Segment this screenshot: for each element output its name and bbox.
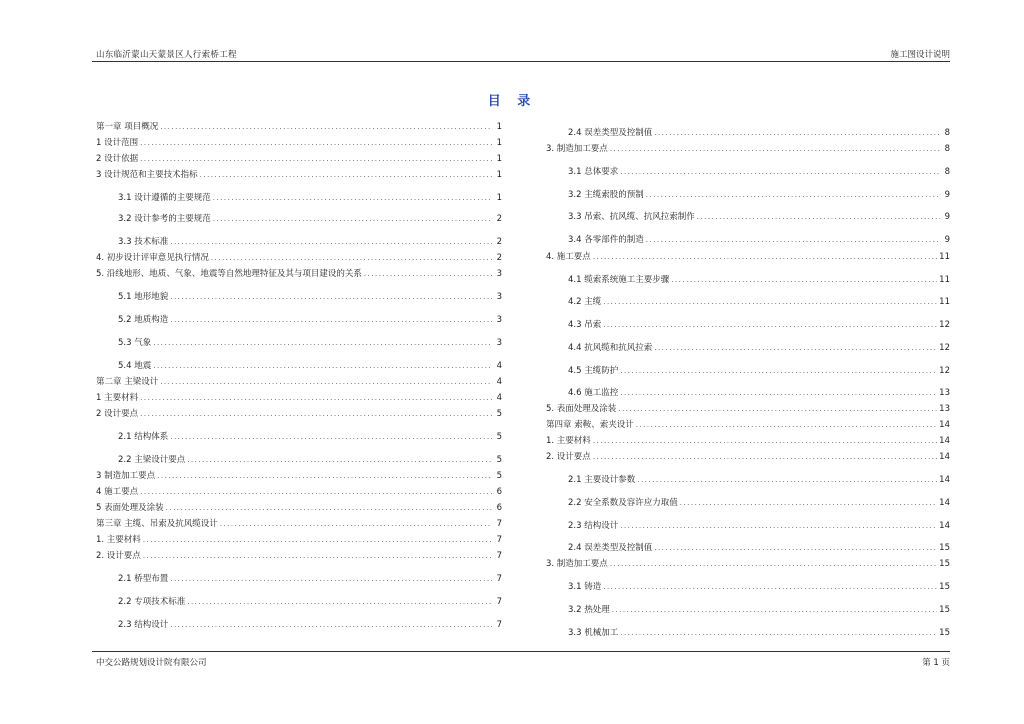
toc-leader-dots — [153, 361, 492, 372]
toc-entry-page: 2 — [496, 214, 502, 224]
footer-divider — [92, 651, 950, 652]
toc-entry[interactable] — [96, 253, 502, 264]
toc-entry[interactable] — [546, 628, 950, 639]
toc-entry[interactable] — [546, 475, 950, 486]
toc-leader-dots — [140, 487, 492, 498]
toc-entry[interactable] — [96, 597, 502, 608]
toc-leader-dots — [200, 170, 492, 181]
toc-leader-dots — [636, 420, 937, 431]
toc-entry-label: 2.1 主要设计参数 — [568, 475, 636, 485]
toc-leader-dots — [187, 597, 492, 608]
toc-entry[interactable] — [546, 582, 950, 593]
toc-entry-page: 15 — [939, 582, 950, 592]
toc-entry[interactable] — [546, 521, 950, 532]
toc-entry-label: 4. 初步设计评审意见执行情况 — [96, 253, 209, 263]
toc-entry[interactable] — [96, 574, 502, 585]
toc-leader-dots — [170, 574, 492, 585]
toc-entry-label: 5.4 地震 — [118, 361, 152, 371]
toc-entry[interactable] — [96, 138, 502, 149]
toc-leader-dots — [213, 193, 492, 204]
toc-leader-dots — [603, 320, 937, 331]
toc-entry[interactable] — [96, 519, 502, 530]
toc-entry-label: 3.3 技术标准 — [118, 237, 169, 247]
toc-entry-page: 3 — [496, 269, 502, 279]
toc-entry[interactable] — [96, 471, 502, 482]
toc-leader-dots — [166, 503, 492, 514]
toc-leader-dots — [170, 237, 492, 248]
toc-entry-page: 2 — [496, 253, 502, 263]
toc-entry-page: 13 — [939, 404, 950, 414]
toc-entry-label: 2.2 专项技术标准 — [118, 597, 186, 607]
toc-entry[interactable] — [546, 144, 950, 155]
toc-entry-page: 6 — [496, 487, 502, 497]
toc-entry-label: 3 设计规范和主要技术指标 — [96, 170, 198, 180]
toc-entry-label: 1. 主要材料 — [546, 436, 591, 446]
toc-entry[interactable] — [96, 193, 502, 204]
toc-entry-label: 1. 主要材料 — [96, 535, 141, 545]
toc-entry-page: 7 — [496, 535, 502, 545]
toc-entry-page: 1 — [496, 193, 502, 203]
toc-entry[interactable] — [96, 409, 502, 420]
toc-leader-dots — [654, 543, 937, 554]
toc-entry-label: 第三章 主缆、吊索及抗风缆设计 — [96, 519, 218, 529]
toc-entry[interactable] — [546, 559, 950, 570]
toc-leader-dots — [140, 409, 492, 420]
toc-leader-dots — [140, 138, 492, 149]
toc-leader-dots — [646, 235, 940, 246]
toc-entry[interactable] — [96, 432, 502, 443]
toc-entry[interactable] — [96, 551, 502, 562]
toc-entry[interactable] — [546, 452, 950, 463]
toc-entry-label: 4.6 施工监控 — [568, 388, 619, 398]
toc-leader-dots — [620, 628, 937, 639]
toc-entry[interactable] — [96, 338, 502, 349]
toc-leader-dots — [620, 366, 937, 377]
toc-entry-page: 7 — [496, 620, 502, 630]
toc-entry-label: 第一章 项目概况 — [96, 122, 159, 132]
toc-leader-dots — [654, 128, 940, 139]
toc-entry[interactable] — [546, 404, 950, 415]
toc-entry-page: 12 — [939, 366, 950, 376]
toc-leader-dots — [187, 455, 492, 466]
toc-leader-dots — [364, 269, 492, 280]
toc-entry[interactable] — [546, 212, 950, 223]
toc-entry-label: 1 设计范围 — [96, 138, 139, 148]
toc-entry[interactable] — [96, 393, 502, 404]
toc-leader-dots — [140, 393, 492, 404]
header-divider — [92, 61, 950, 62]
toc-entry-label: 3.3 吊索、抗风缆、抗风拉索制作 — [568, 212, 695, 222]
toc-entry-page: 6 — [496, 503, 502, 513]
toc-entry-label: 2.4 误差类型及控制值 — [568, 543, 653, 553]
toc-entry-page: 15 — [939, 559, 950, 569]
toc-entry-page: 14 — [939, 498, 950, 508]
toc-leader-dots — [654, 343, 937, 354]
toc-entry[interactable] — [96, 269, 502, 280]
toc-entry-page: 11 — [939, 297, 950, 307]
toc-leader-dots — [618, 404, 937, 415]
toc-entry-label: 3.2 设计参考的主要规范 — [118, 214, 211, 224]
toc-leader-dots — [211, 253, 492, 264]
toc-leader-dots — [610, 144, 940, 155]
toc-entry-label: 5.1 地形地貌 — [118, 292, 169, 302]
toc-entry-page: 13 — [939, 388, 950, 398]
toc-entry[interactable] — [96, 237, 502, 248]
toc-entry-label: 5.3 气象 — [118, 338, 152, 348]
toc-leader-dots — [671, 275, 937, 286]
toc-title: 目 录 — [487, 94, 537, 109]
toc-entry-page: 1 — [496, 170, 502, 180]
toc-entry-label: 2 设计要点 — [96, 409, 139, 419]
toc-entry-label: 3. 制造加工要点 — [546, 559, 608, 569]
toc-leader-dots — [160, 122, 492, 133]
toc-entry-page: 7 — [496, 551, 502, 561]
toc-entry-label: 第四章 索鞍、索夹设计 — [546, 420, 634, 430]
toc-entry[interactable] — [546, 498, 950, 509]
toc-entry[interactable] — [96, 315, 502, 326]
toc-entry-page: 7 — [496, 597, 502, 607]
toc-entry-label: 第二章 主梁设计 — [96, 377, 159, 387]
toc-entry-label: 3 制造加工要点 — [96, 471, 156, 481]
toc-entry[interactable] — [546, 366, 950, 377]
toc-entry-page: 1 — [496, 154, 502, 164]
toc-entry[interactable] — [546, 275, 950, 286]
toc-entry-label: 3. 制造加工要点 — [546, 144, 608, 154]
toc-entry-label: 3.1 铸造 — [568, 582, 602, 592]
toc-leader-dots — [593, 436, 937, 447]
toc-entry[interactable] — [546, 543, 950, 554]
toc-entry-page: 5 — [496, 432, 502, 442]
toc-leader-dots — [160, 377, 492, 388]
toc-entry[interactable] — [96, 361, 502, 372]
toc-leader-dots — [140, 154, 492, 165]
toc-entry-label: 2.3 结构设计 — [118, 620, 169, 630]
toc-leader-dots — [697, 212, 940, 223]
toc-entry-label: 2.1 桥型布置 — [118, 574, 169, 584]
toc-leader-dots — [143, 551, 492, 562]
toc-leader-dots — [637, 475, 937, 486]
toc-entry-page: 14 — [939, 420, 950, 430]
toc-entry[interactable] — [546, 128, 950, 139]
toc-entry-page: 1 — [496, 122, 502, 132]
toc-entry-page: 9 — [944, 212, 950, 222]
header-project-title: 山东临沂蒙山天蒙景区人行索桥工程 — [96, 50, 237, 60]
toc-entry-label: 2.1 结构体系 — [118, 432, 169, 442]
toc-entry-label: 5. 表面处理及涂装 — [546, 404, 617, 414]
toc-leader-dots — [612, 605, 937, 616]
toc-entry-label: 2 设计依据 — [96, 154, 139, 164]
footer-page-number: 第 1 页 — [922, 658, 950, 668]
toc-entry-label: 2.3 结构设计 — [568, 521, 619, 531]
toc-leader-dots — [646, 190, 940, 201]
toc-leader-dots — [593, 252, 937, 263]
toc-entry-label: 3.1 总体要求 — [568, 167, 619, 177]
toc-leader-dots — [157, 471, 492, 482]
toc-entry-label: 5 表面处理及涂装 — [96, 503, 164, 513]
toc-entry-label: 4 施工要点 — [96, 487, 139, 497]
toc-entry[interactable] — [546, 190, 950, 201]
header-doc-type: 施工图设计说明 — [890, 50, 950, 60]
toc-entry-page: 12 — [939, 343, 950, 353]
toc-entry-page: 3 — [496, 338, 502, 348]
toc-entry-label: 5. 沿线地形、地质、气象、地震等自然地理特征及其与项目建设的关系 — [96, 269, 362, 279]
toc-entry[interactable] — [96, 214, 502, 225]
toc-entry[interactable] — [546, 252, 950, 263]
toc-entry-page: 4 — [496, 377, 502, 387]
toc-entry[interactable] — [546, 235, 950, 246]
toc-entry-page: 12 — [939, 320, 950, 330]
toc-leader-dots — [143, 535, 492, 546]
toc-entry-label: 1 主要材料 — [96, 393, 139, 403]
toc-leader-dots — [610, 559, 937, 570]
toc-entry-page: 15 — [939, 605, 950, 615]
toc-entry[interactable] — [96, 377, 502, 388]
toc-entry-page: 9 — [944, 235, 950, 245]
toc-leader-dots — [170, 315, 492, 326]
toc-leader-dots — [620, 521, 937, 532]
toc-entry[interactable] — [96, 620, 502, 631]
toc-entry-page: 1 — [496, 138, 502, 148]
toc-leader-dots — [220, 519, 492, 530]
toc-entry[interactable] — [546, 320, 950, 331]
toc-leader-dots — [170, 432, 492, 443]
toc-entry[interactable] — [96, 170, 502, 181]
toc-entry[interactable] — [96, 154, 502, 165]
toc-leader-dots — [620, 167, 940, 178]
toc-entry-label: 3.2 主缆索股的预制 — [568, 190, 644, 200]
toc-entry-label: 2. 设计要点 — [546, 452, 591, 462]
toc-entry-page: 4 — [496, 393, 502, 403]
toc-entry-page: 8 — [944, 128, 950, 138]
toc-entry-label: 2. 设计要点 — [96, 551, 141, 561]
toc-entry-label: 3.2 热处理 — [568, 605, 610, 615]
toc-entry[interactable] — [96, 487, 502, 498]
toc-entry-label: 3.3 机械加工 — [568, 628, 619, 638]
toc-leader-dots — [680, 498, 937, 509]
toc-entry-label: 3.4 各零部件的制造 — [568, 235, 644, 245]
toc-leader-dots — [170, 620, 492, 631]
toc-entry-page: 7 — [496, 574, 502, 584]
toc-entry-page: 2 — [496, 237, 502, 247]
toc-entry-label: 3.1 设计遵循的主要规范 — [118, 193, 211, 203]
toc-entry-page: 14 — [939, 475, 950, 485]
toc-entry[interactable] — [96, 292, 502, 303]
toc-entry-label: 4.5 主缆防护 — [568, 366, 619, 376]
toc-leader-dots — [213, 214, 492, 225]
toc-entry-label: 4.1 缆索系统施工主要步骤 — [568, 275, 670, 285]
toc-entry-page: 5 — [496, 409, 502, 419]
toc-leader-dots — [603, 582, 937, 593]
toc-entry-page: 15 — [939, 628, 950, 638]
toc-entry-page: 11 — [939, 275, 950, 285]
toc-entry-page: 5 — [496, 455, 502, 465]
toc-entry-label: 2.2 主梁设计要点 — [118, 455, 186, 465]
toc-entry-page: 14 — [939, 521, 950, 531]
toc-entry-label: 2.2 安全系数及容许应力取值 — [568, 498, 678, 508]
toc-entry[interactable] — [96, 455, 502, 466]
toc-entry-page: 8 — [944, 167, 950, 177]
toc-entry-page: 11 — [939, 252, 950, 262]
toc-entry[interactable] — [96, 503, 502, 514]
toc-entry-page: 9 — [944, 190, 950, 200]
toc-entry[interactable] — [546, 436, 950, 447]
toc-leader-dots — [170, 292, 492, 303]
toc-leader-dots — [620, 388, 937, 399]
toc-entry[interactable] — [546, 388, 950, 399]
toc-entry[interactable] — [96, 535, 502, 546]
toc-leader-dots — [153, 338, 492, 349]
toc-entry-label: 5.2 地质构造 — [118, 315, 169, 325]
toc-entry-page: 5 — [496, 471, 502, 481]
toc-entry-page: 7 — [496, 519, 502, 529]
toc-entry-label: 4. 施工要点 — [546, 252, 591, 262]
toc-entry-label: 4.4 抗风缆和抗风拉索 — [568, 343, 653, 353]
toc-entry[interactable] — [546, 605, 950, 616]
toc-entry-page: 3 — [496, 292, 502, 302]
toc-entry[interactable] — [546, 343, 950, 354]
toc-entry-page: 15 — [939, 543, 950, 553]
footer-company: 中交公路规划设计院有限公司 — [96, 658, 207, 668]
toc-entry-page: 14 — [939, 452, 950, 462]
toc-entry[interactable] — [546, 420, 950, 431]
toc-entry-page: 8 — [944, 144, 950, 154]
toc-entry[interactable] — [546, 167, 950, 178]
toc-entry-page: 3 — [496, 315, 502, 325]
toc-entry-label: 4.3 吊索 — [568, 320, 602, 330]
toc-entry-label: 4.2 主缆 — [568, 297, 602, 307]
toc-entry[interactable] — [546, 297, 950, 308]
toc-entry[interactable] — [96, 122, 502, 133]
toc-leader-dots — [603, 297, 937, 308]
toc-entry-page: 4 — [496, 361, 502, 371]
toc-leader-dots — [593, 452, 937, 463]
toc-entry-label: 2.4 误差类型及控制值 — [568, 128, 653, 138]
toc-entry-page: 14 — [939, 436, 950, 446]
